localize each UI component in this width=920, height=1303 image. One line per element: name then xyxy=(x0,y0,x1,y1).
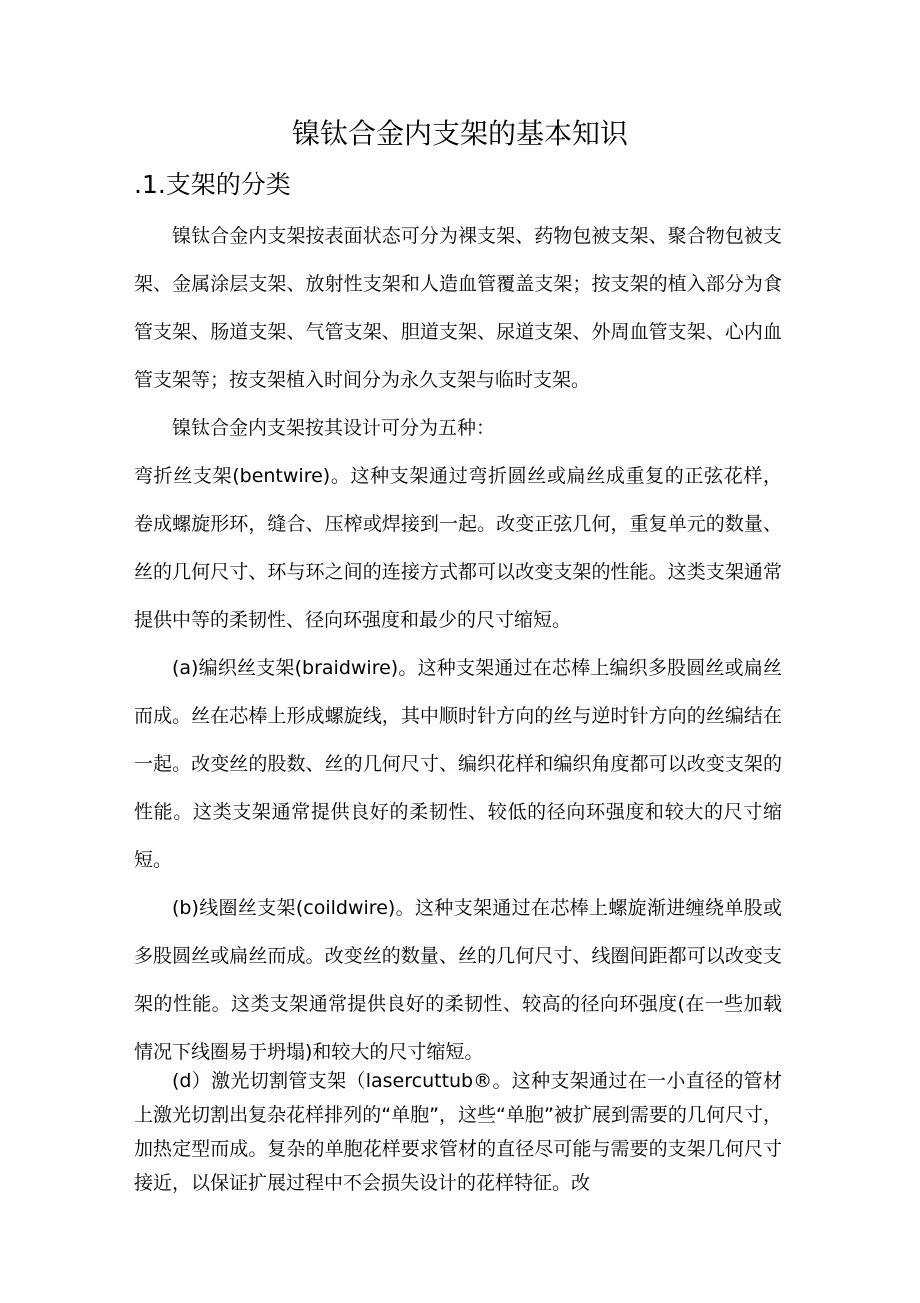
paragraph-coil-wire: (b)线圈丝支架(coildwire)。这种支架通过在芯棒上螺旋渐进缠绕单股或多股圆丝或扁丝而成。改变丝的数量、丝的几何尺寸、线圈间距都可以改变支架的性能。这类支架通常提供良好的柔韧性、较高的径向环强度(在一些加载情况下线圈易于坍塌)和较大的尺寸缩短。 xyxy=(134,897,782,1063)
paragraph-design-types-intro: 镍钛合金内支架按其设计可分为五种： xyxy=(172,417,496,439)
paragraph-braid-wire: (a)编织丝支架(braidwire)。这种支架通过在芯棒上编织多股圆丝或扁丝而成。丝在芯棒上形成螺旋线，其中顺时针方向的丝与逆时针方向的丝编结在一起。改变丝的股数、丝的几何尺寸、编织花样和编织角度都可以改变支架的性能。这类支架通常提供良好的柔韧性、较低的径向环强度和较大的尺寸缩短。 xyxy=(134,657,782,871)
paragraph-classification: 镍钛合金内支架按表面状态可分为裸支架、药物包被支架、聚合物包被支架、金属涂层支架、放射性支架和人造血管覆盖支架；按支架的植入部分为食管支架、肠道支架、气管支架、胆道支架、尿道支架、外周血管支架、心内血管支架等；按支架植入时间分为永久支架与临时支架。 xyxy=(134,225,782,391)
paragraph-bent-wire: 弯折丝支架(bentwire)。这种支架通过弯折圆丝或扁丝成重复的正弦花样，卷成螺旋形环，缝合、压榨或焊接到一起。改变正弦几何，重复单元的数量、丝的几何尺寸、环与环之间的连接方式都可以改变支架的性能。这类支架通常提供中等的柔韧性、径向环强度和最少的尺寸缩短。 xyxy=(134,465,782,631)
paragraph-laser-cut-tube: (d）激光切割管支架（lasercuttub®。这种支架通过在一小直径的管材上激光切割出复杂花样排列的“单胞”，这些“单胞”被扩展到需要的几何尺寸，加热定型而成。复杂的单胞花样要求管材的直径尽可能与需要的支架几何尺寸接近，以保证扩展过程中不会损失设计的花样特征。改 xyxy=(134,1070,782,1194)
section-heading: .1.支架的分类 xyxy=(134,170,291,199)
document-title: 镍钛合金内支架的基本知识 xyxy=(291,117,628,150)
